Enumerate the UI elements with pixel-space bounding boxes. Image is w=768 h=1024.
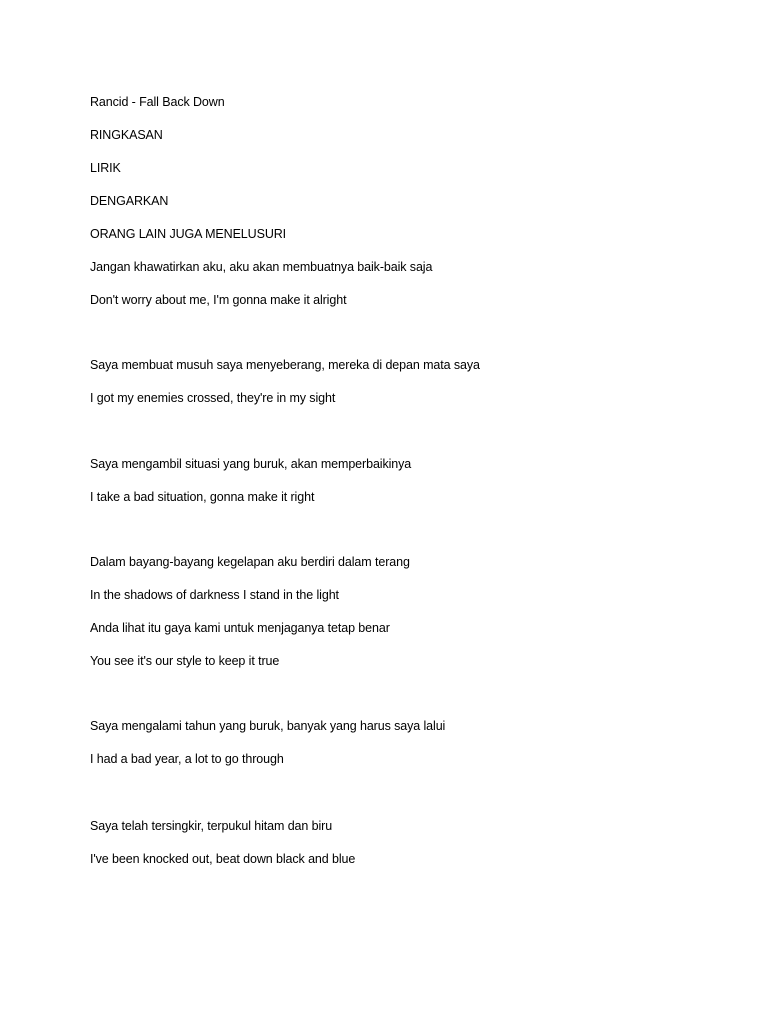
lyric-line: You see it's our style to keep it true bbox=[90, 654, 280, 668]
lyric-line: In the shadows of darkness I stand in the light bbox=[90, 588, 339, 602]
lyric-line: Saya mengambil situasi yang buruk, akan memperbaikinya bbox=[90, 457, 412, 471]
lyric-line: Jangan khawatirkan aku, aku akan membuatnya baik-baik saja bbox=[90, 260, 433, 274]
lyric-line: Don't worry about me, I'm gonna make it alright bbox=[90, 293, 347, 307]
lyric-line: I've been knocked out, beat down black and blue bbox=[90, 852, 356, 866]
section-summary: RINGKASAN bbox=[90, 128, 163, 142]
document-title: Rancid - Fall Back Down bbox=[90, 95, 225, 109]
lyric-line: Saya mengalami tahun yang buruk, banyak yang harus saya lalui bbox=[90, 719, 446, 733]
section-listen: DENGARKAN bbox=[90, 194, 169, 208]
section-others-also-searched: ORANG LAIN JUGA MENELUSURI bbox=[90, 227, 287, 241]
section-lyrics: LIRIK bbox=[90, 161, 121, 175]
lyric-line: Dalam bayang-bayang kegelapan aku berdiri dalam terang bbox=[90, 555, 410, 569]
lyric-line: Anda lihat itu gaya kami untuk menjaganya tetap benar bbox=[90, 621, 390, 635]
lyric-line: Saya telah tersingkir, terpukul hitam dan biru bbox=[90, 819, 333, 833]
lyric-line: I take a bad situation, gonna make it right bbox=[90, 490, 315, 504]
lyric-line: I had a bad year, a lot to go through bbox=[90, 752, 284, 766]
lyric-line: I got my enemies crossed, they're in my sight bbox=[90, 391, 336, 405]
lyric-line: Saya membuat musuh saya menyeberang, mereka di depan mata saya bbox=[90, 358, 480, 372]
